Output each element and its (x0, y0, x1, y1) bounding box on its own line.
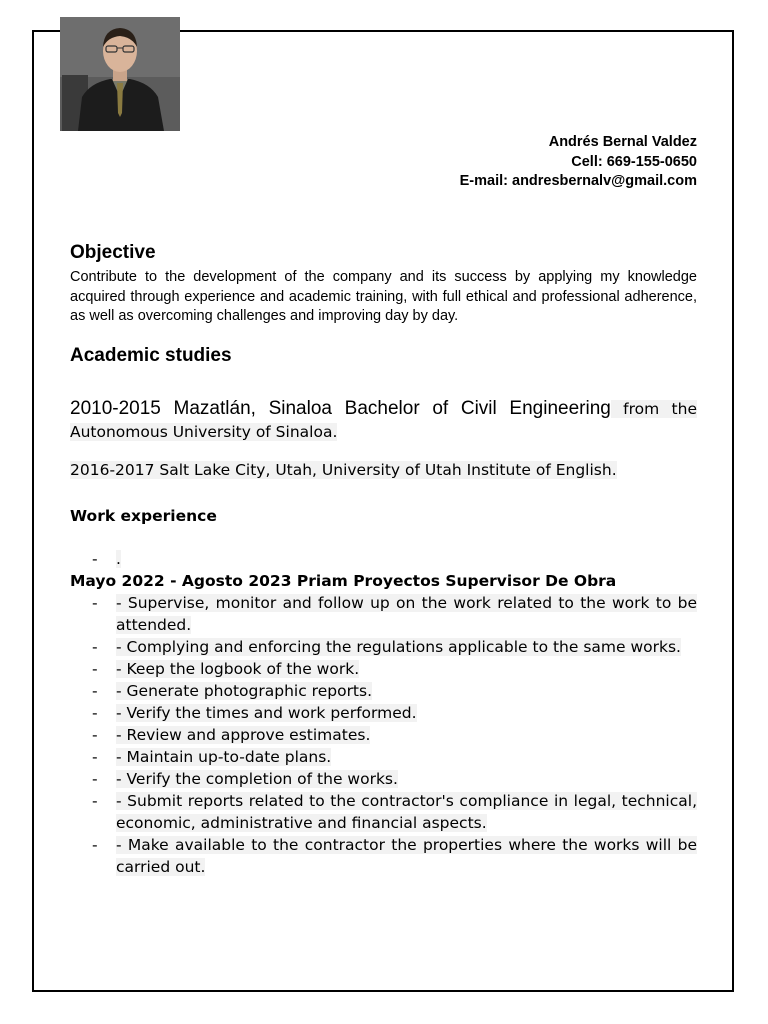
profile-photo-image (60, 17, 180, 131)
list-item (70, 548, 697, 570)
list-item (70, 746, 697, 768)
list-dash: - (92, 792, 98, 810)
education-entry-1-main: 2010-2015 Mazatlán, Sinaloa Bachelor of Civil Engineering (70, 398, 611, 419)
empty-bullet: . (116, 550, 121, 568)
contact-name: Andrés Bernal Valdez (548, 134, 697, 150)
list-dash: - (92, 550, 98, 568)
list-item (70, 834, 697, 878)
work-experience-list (70, 548, 697, 878)
duty-text: - Complying and enforcing the regulations applicable to the same works. (116, 638, 681, 656)
list-dash: - (92, 748, 98, 766)
duty-text: - Verify the completion of the works. (116, 770, 398, 788)
list-item (70, 768, 697, 790)
list-dash: - (92, 726, 98, 744)
duty-text: - Verify the times and work performed. (116, 704, 417, 722)
list-dash: - (92, 594, 98, 612)
education-entry-2: 2016-2017 Salt Lake City, Utah, University of Utah Institute of English. (70, 461, 617, 479)
job-title: Mayo 2022 - Agosto 2023 Priam Proyectos Supervisor De Obra (70, 572, 617, 590)
list-item (70, 680, 697, 702)
contact-email: E-mail: andresbernalv@gmail.com (459, 173, 697, 189)
list-dash: - (92, 682, 98, 700)
list-item (70, 790, 697, 834)
education-entry-1 (70, 397, 697, 444)
contact-block (460, 133, 697, 192)
duty-text: - Review and approve estimates. (116, 726, 371, 744)
duty-text: - Generate photographic reports. (116, 682, 373, 700)
duty-text: - Keep the logbook of the work. (116, 660, 360, 678)
list-item (70, 658, 697, 680)
duty-text: - Make available to the contractor the properties where the works will be carried out. (116, 836, 697, 876)
list-dash: - (92, 704, 98, 722)
profile-photo (60, 17, 180, 131)
duty-text: - Submit reports related to the contractor's compliance in legal, technical, economic, administrative and financial aspects. (116, 792, 697, 832)
list-item (70, 702, 697, 724)
duty-text: - Supervise, monitor and follow up on the work related to the work to be attended. (116, 594, 697, 634)
list-item (70, 724, 697, 746)
objective-heading: Objective (70, 242, 156, 263)
list-dash: - (92, 836, 98, 854)
list-item (70, 592, 697, 636)
list-dash: - (92, 770, 98, 788)
education-entry-1-rest: from the Autonomous University of Sinaloa. (70, 400, 697, 441)
academic-heading: Academic studies (70, 345, 232, 366)
contact-cell: Cell: 669-155-0650 (571, 153, 697, 170)
list-item (70, 636, 697, 658)
work-heading: Work experience (70, 507, 217, 525)
objective-text: Contribute to the development of the company and its success by applying my knowledge acquired through experience and academic training, with full ethical and professional adherence, as well as overcoming challenges and improving day by day. (70, 269, 697, 324)
list-dash: - (92, 638, 98, 656)
list-dash: - (92, 660, 98, 678)
duty-text: - Maintain up-to-date plans. (116, 748, 332, 766)
